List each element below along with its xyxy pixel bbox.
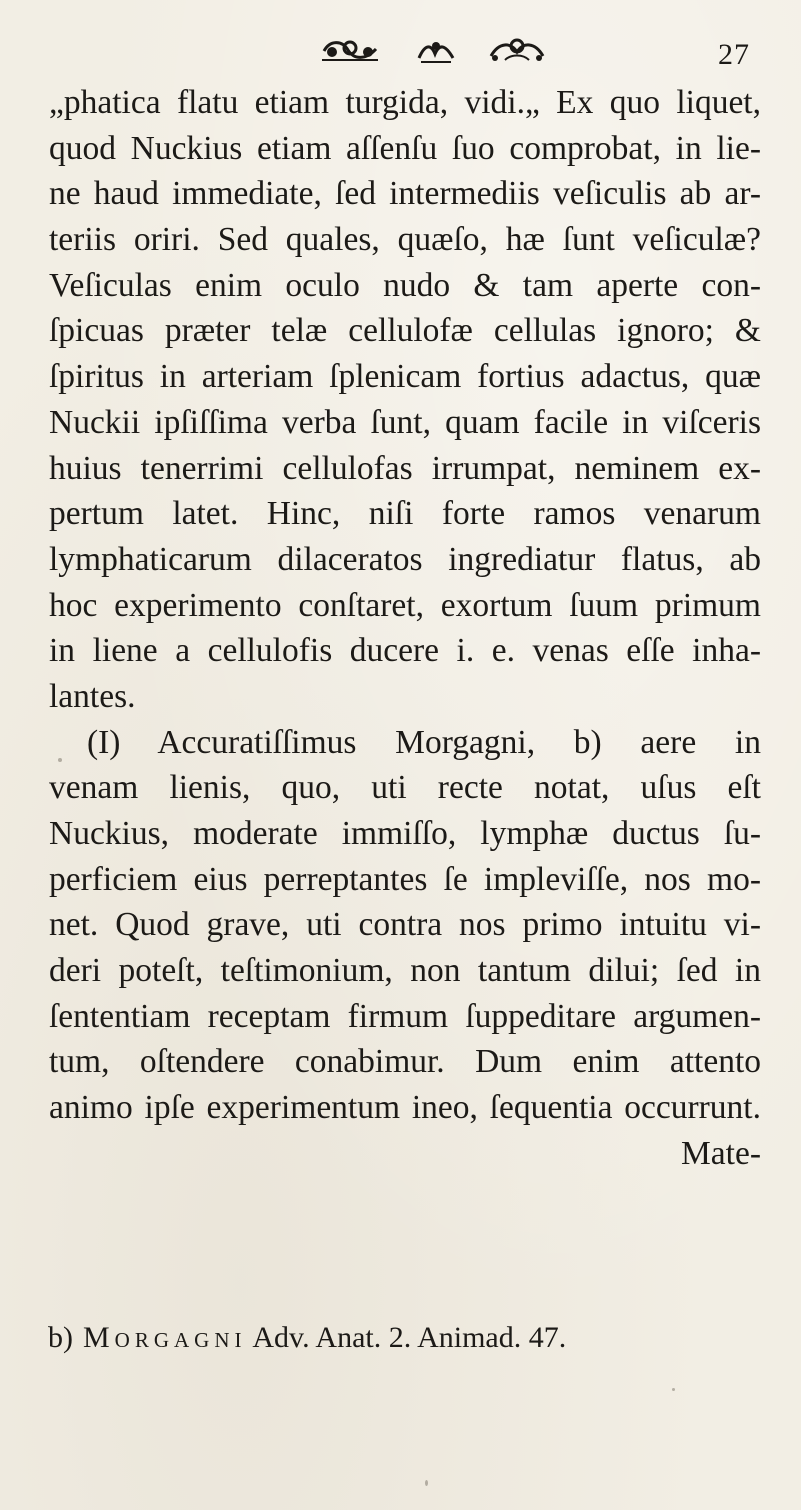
text-line: (I) Accuratiſſimus Morgagni, b) aere in (87, 723, 761, 761)
text-line: animo ipſe experimentum ineo, ſequentia occurrunt. (49, 1089, 761, 1127)
fleuron-left-icon (318, 36, 382, 66)
text-line: perficiem eius perreptantes ſe impleviſſe, nos mo- (49, 860, 761, 898)
fleuron-right-icon (485, 36, 549, 66)
paper-speck (425, 1480, 428, 1486)
footnote-mark: b) (48, 1321, 73, 1354)
fleuron-center-icon (415, 36, 457, 66)
text-line: Nuckius, moderate immiſſo, lymphæ ductus ſu- (49, 815, 761, 852)
catchword: Mate- (681, 1134, 761, 1172)
text-line: ſpiritus in arteriam ſplenicam fortius adactus, quæ (49, 358, 761, 396)
text-line: lymphaticarum dilaceratos ingrediatur flatus, ab (49, 540, 761, 578)
running-header (0, 36, 801, 76)
text-line: tum, oſtendere conabimur. Dum enim attento (49, 1043, 761, 1081)
text-line: net. Quod grave, uti contra nos primo intuitu vi- (49, 906, 761, 944)
paper-speck (58, 758, 62, 762)
text-line: quod Nuckius etiam aſſenſu ſuo comprobat, in lie- (49, 129, 761, 167)
text-line: teriis oriri. Sed quales, quæſo, hæ ſunt veſiculæ? (49, 221, 761, 259)
text-line: deri poteſt, teſtimonium, non tantum dilui; ſed in (49, 952, 761, 990)
text-line: ſpicuas præter telæ cellulofæ cellulas ignoro; & (49, 312, 761, 350)
text-line: ne haud immediate, ſed intermediis veſiculis ab ar- (49, 175, 761, 213)
text-line: lantes. (49, 677, 136, 715)
text-line: Veſiculas enim oculo nudo & tam aperte con- (49, 266, 761, 304)
text-line: huius tenerrimi cellulofas irrumpat, neminem ex- (49, 449, 761, 487)
text-line: in liene a cellulofis ducere i. e. venas eſſe inha- (49, 632, 761, 670)
footnote-citation: Adv. Anat. 2. Animad. 47. (252, 1321, 567, 1354)
text-line: Nuckii ipſiſſima verba ſunt, quam facile in viſceris (49, 403, 761, 441)
page-number: 27 (718, 38, 750, 71)
paper-speck (672, 1388, 675, 1391)
footnote-author: Morgagni (83, 1321, 247, 1354)
footnote (48, 1321, 760, 1355)
body-text (49, 80, 761, 1177)
text-line: „phatica flatu etiam turgida, vidi.„ Ex quo liquet, (49, 84, 761, 121)
text-line: pertum latet. Hinc, niſi forte ramos venarum (49, 495, 761, 533)
text-line: ſententiam receptam firmum ſuppeditare argumen- (49, 997, 761, 1035)
text-line: venam lienis, quo, uti recte notat, uſus eſt (49, 769, 761, 807)
text-line: hoc experimento conſtaret, exortum ſuum primum (49, 586, 761, 624)
